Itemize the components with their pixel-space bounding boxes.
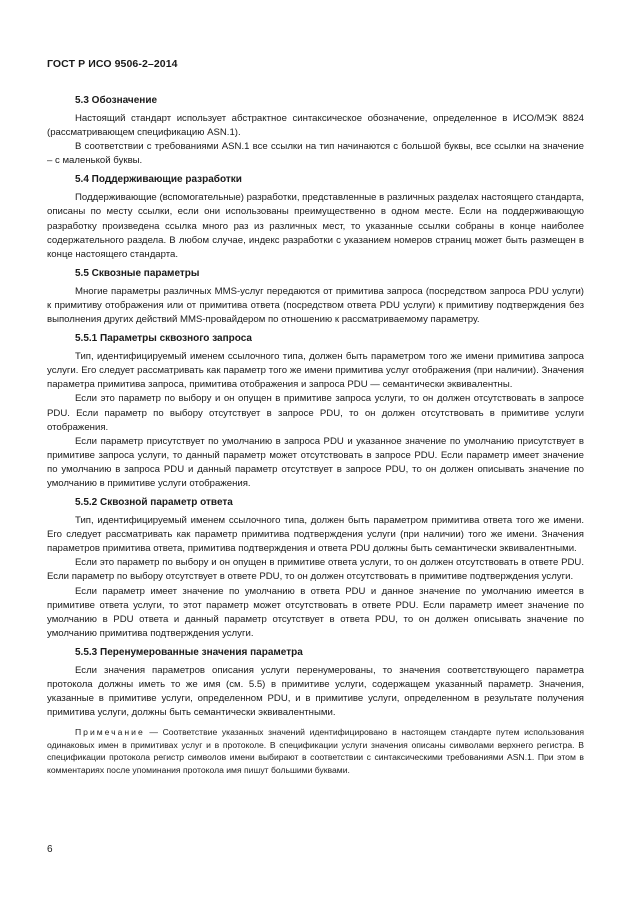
section-5-5-3: [47, 647, 584, 720]
paragraph: Многие параметры различных MMS-услуг передаются от примитива запроса (посредством запроса PDU услуги) к примитиву отображения или от примитива ответа (посредством ответа PDU услуги) к примитиву подтверждения без выполнения других действий MMS-провайдером по отношению к рассматриваемому параметру.: [47, 285, 584, 326]
section-title: 5.3 Обозначение: [75, 95, 158, 106]
section-title: 5.5 Сквозные параметры: [75, 267, 200, 279]
paragraph: Если это параметр по выбору и он опущен в примитиве запроса услуги, то он должен отсутствовать в запросе PDU. Если параметр по выбору отсутствует в запросе PDU, то он должен отсутствовать в примитиве услуги отображения.: [47, 393, 584, 433]
paragraph: Тип, идентифицируемый именем ссылочного типа, должен быть параметром того же имени примитива запроса услуги. Его следует рассматривать как параметр того же имени примитива услуг отображения (при наличии). Значения параметра примитива запроса, примитива отображения и запроса PDU — семантически эквивалентны.: [47, 351, 584, 391]
note-text: — Соответствие указанных значений идентифицировано в настоящем стандарте путем использования одинаковых имен в примитивах услуг и в протоколе. В спецификации услуги значения описаны символами верхнего регистра. В спецификации протокола регистр символов имени выбирают в соответствии с синтаксическими требованиями ASN.1. При этом в комментариях после упоминания протокола имя пишут большими буквами.: [47, 727, 584, 775]
section-title: 5.5.3 Перенумерованные значения параметра: [75, 646, 303, 658]
note: [47, 726, 584, 776]
paragraph: Если параметр присутствует по умолчанию в запроса PDU и указанное значение по умолчанию присутствует в примитиве запроса услуги, то данный параметр может отсутствовать в запросе PDU. Если параметр имеет значение по умолчанию в запроса PDU и данный параметр отсутствует в запросе PDU, то он должен описывать значение по умолчанию в примитиве услуги отображения.: [47, 435, 584, 489]
section-5-4: [47, 174, 584, 261]
paragraph: Если параметр имеет значение по умолчанию в ответа PDU и данное значение по умолчанию имеется в примитиве ответа услуги, то этот параметр может отсутствовать в ответе PDU. Если параметр имеет значение по умолчанию в PDU ответа и данный параметр отсутствует в ответа PDU, то он должен описывать значение по умолчанию примитива подтверждения услуги.: [47, 585, 584, 639]
paragraph: Поддерживающие (вспомогательные) разработки, представленные в различных разделах настоящего стандарта, описаны по месту ссылки, если они использованы преимущественно в одном месте. Если на поддерживающую разработку произведена ссылка много раз из различных мест, то указанные ссылки собраны в конце наиболее содержательного раздела. В любом случае, индекс разработки с указанием номеров страниц может быть размещен в конце настоящего стандарта.: [47, 192, 584, 260]
section-title: 5.5.1 Параметры сквозного запроса: [75, 333, 252, 345]
paragraph: Настоящий стандарт использует абстрактное синтаксическое обозначение, определенное в ИСО/МЭК 8824 (рассматривающем спецификацию ASN.1).: [47, 113, 584, 139]
section-5-3: [47, 95, 584, 168]
section-title: 5.4 Поддерживающие разработки: [75, 174, 242, 186]
paragraph: В соответствии с требованиями ASN.1 все ссылки на тип начинаются с большой буквы, все ссылки на значение – с маленькой буквы.: [47, 141, 584, 167]
section-5-5-1: [47, 333, 584, 491]
paragraph: Если это параметр по выбору и он опущен в примитиве ответа услуги, то он должен отсутствовать в ответе PDU. Если параметр по выбору отсутствует в ответе PDU, то он должен отсутствовать в примитиве подтверждения услуги.: [47, 557, 584, 583]
section-title: 5.5.2 Сквозной параметр ответа: [75, 497, 233, 509]
page-number: 6: [47, 844, 53, 855]
section-5-5: [47, 268, 584, 327]
document-header: ГОСТ Р ИСО 9506-2–2014: [47, 58, 178, 70]
paragraph: Тип, идентифицируемый именем ссылочного типа, должен быть параметром примитива ответа того же имени. Его следует рассматривать как параметр примитива подтверждения услуги (при наличии) того же имени. Значения параметров примитива ответа, примитива подтверждения и ответа PDU должны быть семантически эквивалентными.: [47, 515, 584, 555]
section-5-5-2: [47, 497, 584, 641]
paragraph: Если значения параметров описания услуги перенумерованы, то значения соответствующего параметра протокола должны иметь то же имя (см. 5.5) в примитиве услуги, содержащем указанный параметр. Значения, указанные в примитиве услуги, определенном PDU, и в примитиве услуги, определенном в результате получения примитива услуги, должны быть семантически эквивалентными.: [47, 664, 584, 719]
document-page: [47, 58, 584, 776]
note-label: Примечание: [75, 727, 145, 738]
